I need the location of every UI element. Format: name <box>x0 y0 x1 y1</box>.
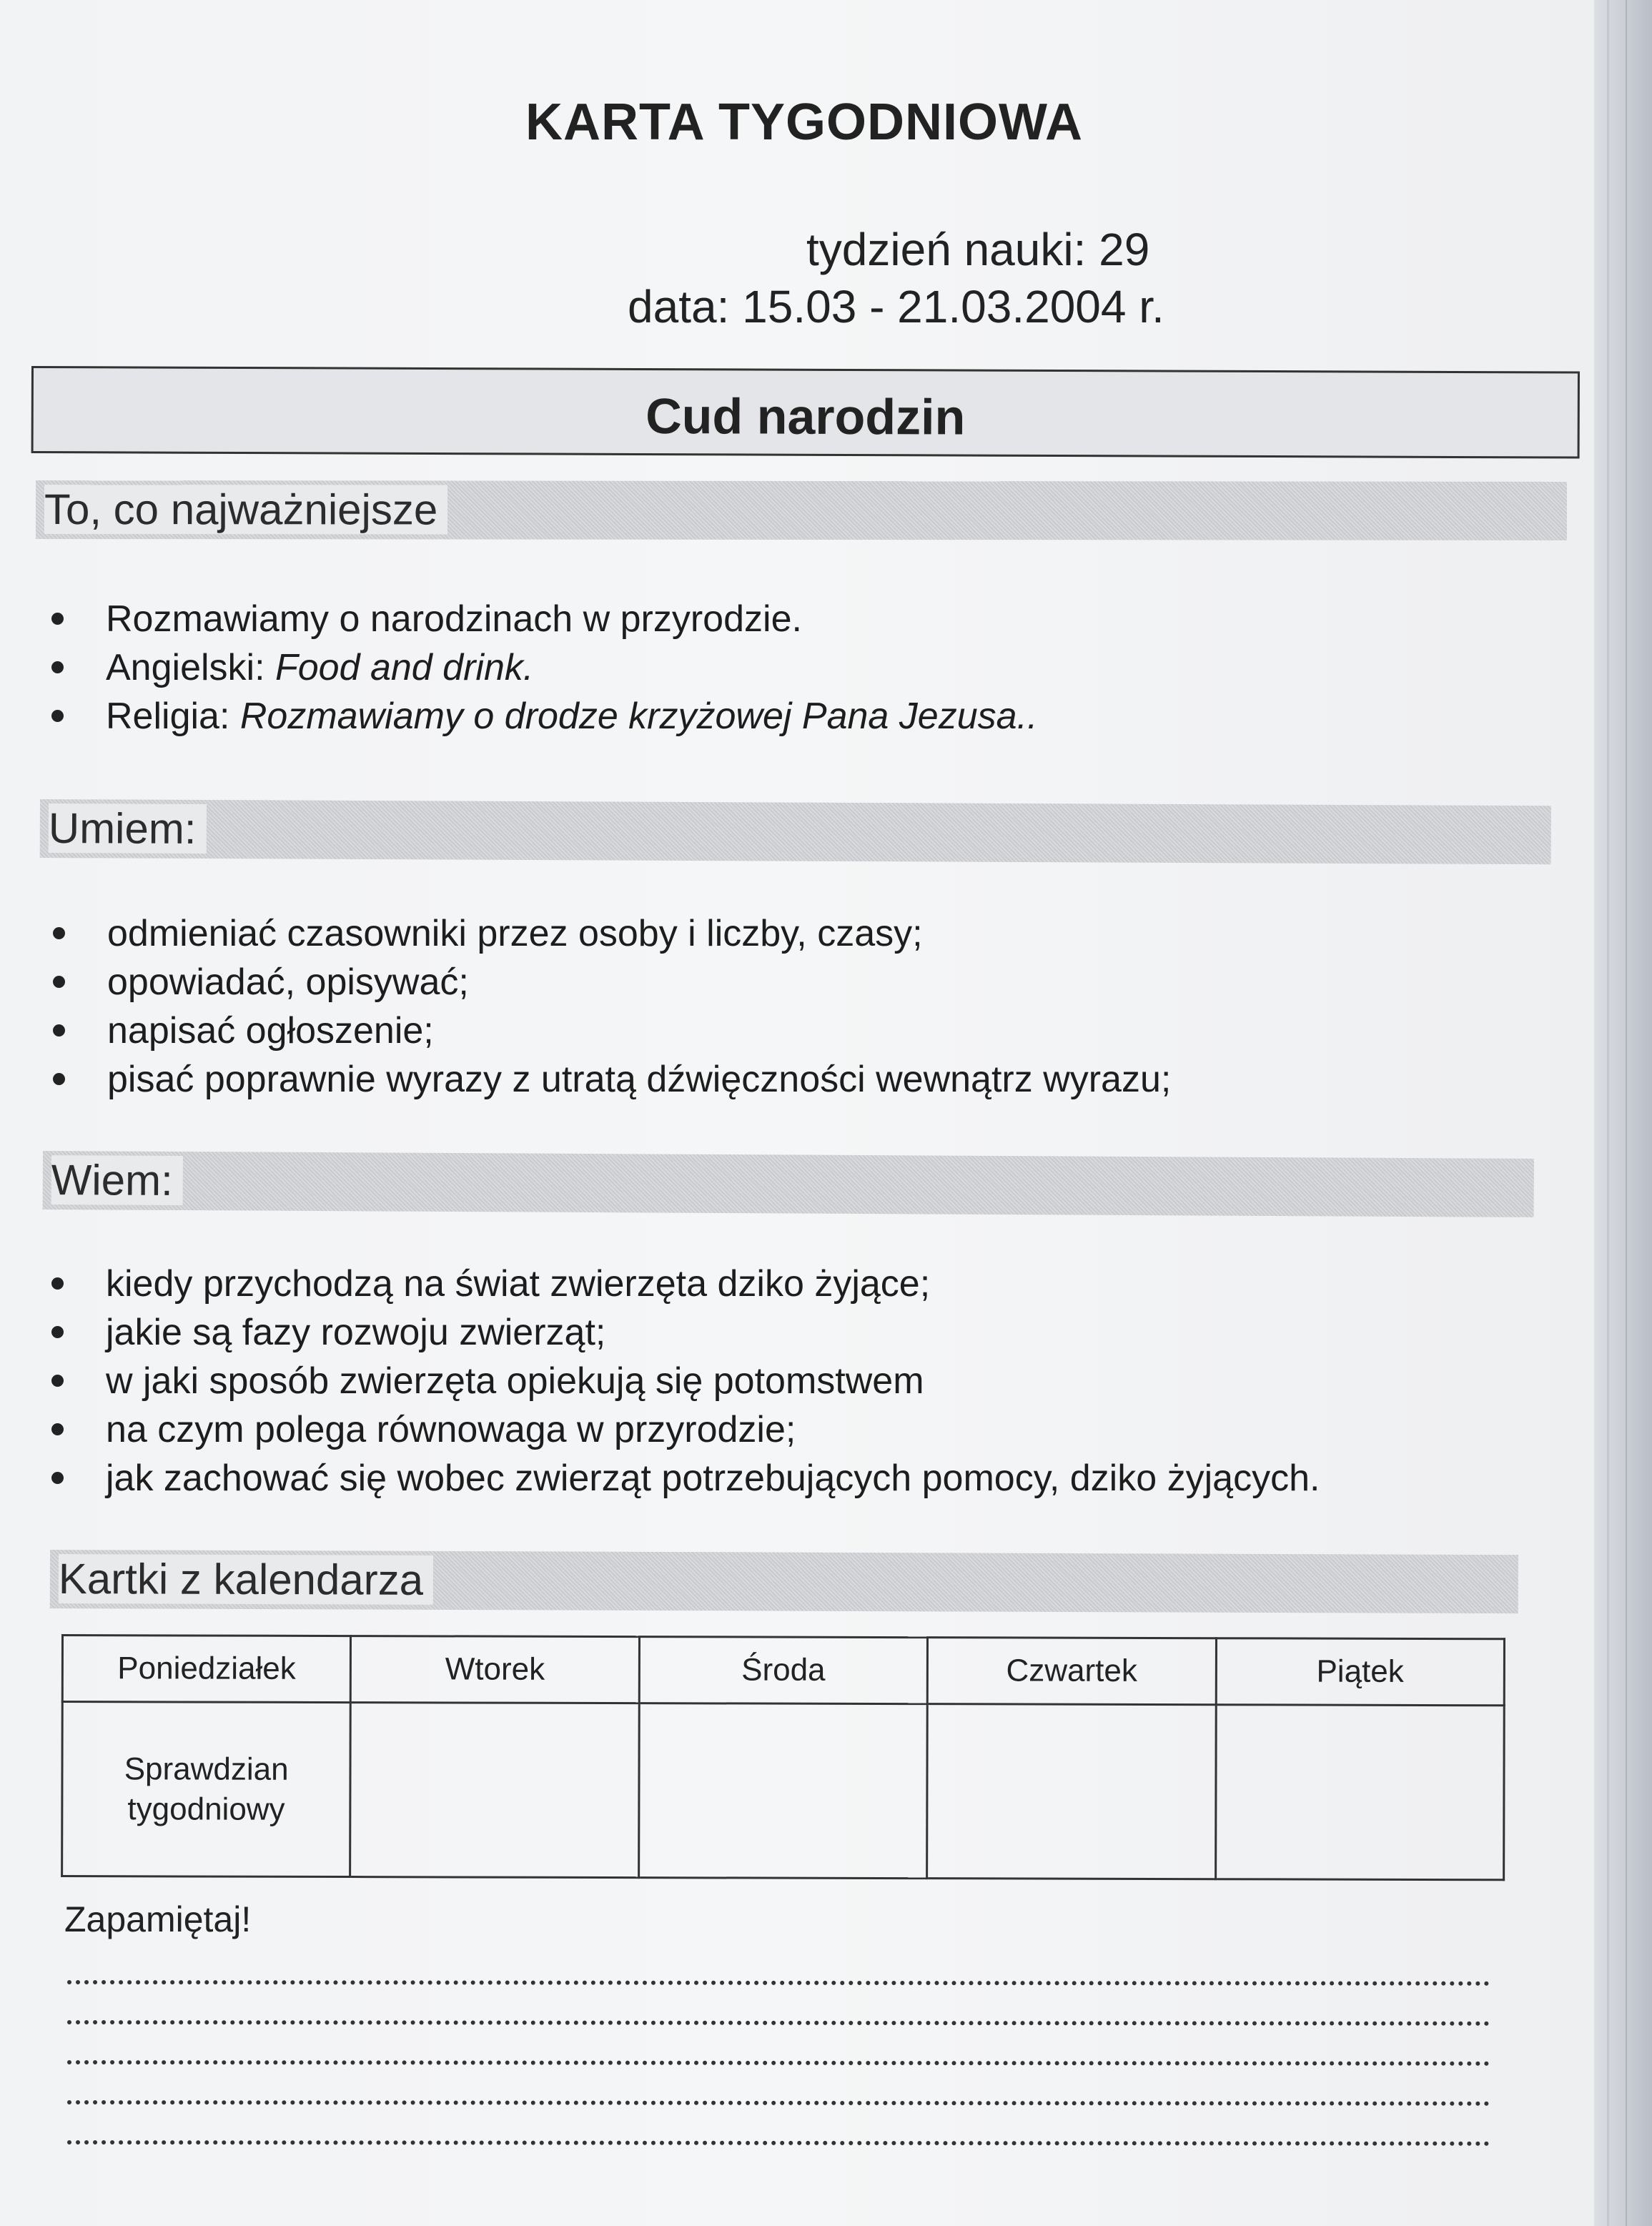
calendar-day-monday: Poniedziałek <box>62 1636 351 1703</box>
calendar-entry: Sprawdzian tygodniowy <box>124 1751 289 1827</box>
list-item: na czym polega równowaga w przyrodzie; <box>40 1405 1320 1454</box>
list-item: opowiadać, opisywać; <box>41 958 1171 1006</box>
section-heading: Wiem: <box>51 1155 183 1205</box>
page-title: KARTA TYGODNIOWA <box>525 94 1083 151</box>
list-item: pisać poprawnie wyrazy z utratą dźwięczności wewnątrz wyrazu; <box>41 1055 1171 1104</box>
bullet-icon <box>51 661 64 673</box>
calendar-cell-tuesday <box>350 1703 639 1878</box>
wiem-list <box>40 1260 1320 1503</box>
week-number: tydzień nauki: 29 <box>806 224 1150 275</box>
bullet-icon <box>51 1326 64 1338</box>
section-header-wiem <box>43 1151 1534 1217</box>
remember-label: Zapamiętaj! <box>64 1899 252 1939</box>
writing-line <box>67 2140 1490 2146</box>
bullet-icon <box>51 1423 64 1435</box>
writing-line <box>67 2100 1490 2106</box>
section-header-kalendarz <box>50 1550 1518 1613</box>
calendar-cell-friday <box>1215 1705 1504 1880</box>
date-range: data: 15.03 - 21.03.2004 r. <box>628 281 1164 332</box>
list-item: Angielski: Food and drink. <box>40 643 1037 692</box>
bullet-icon <box>53 927 65 939</box>
list-item: napisać ogłoszenie; <box>41 1006 1171 1055</box>
calendar-entries-row <box>62 1702 1505 1880</box>
calendar-day-friday: Piątek <box>1216 1638 1505 1706</box>
calendar-day-tuesday: Wtorek <box>351 1636 640 1703</box>
bullet-icon <box>51 1277 64 1290</box>
bullet-icon <box>51 1472 64 1484</box>
section-header-umiem <box>40 799 1551 864</box>
writing-line <box>67 1980 1490 1986</box>
list-item: jakie są fazy rozwoju zwierząt; <box>40 1308 1320 1357</box>
section-heading: Umiem: <box>49 803 207 854</box>
list-item: kiedy przychodzą na świat zwierzęta dziko żyjące; <box>40 1260 1320 1308</box>
calendar-cell-monday <box>62 1702 351 1877</box>
topic-box <box>31 366 1580 459</box>
calendar-cell-thursday <box>927 1704 1216 1879</box>
bullet-icon <box>51 1375 64 1387</box>
calendar-day-thursday: Czwartek <box>927 1638 1216 1705</box>
list-item: jak zachować się wobec zwierząt potrzebujących pomocy, dziko żyjących. <box>40 1454 1320 1503</box>
section-header-najwazniejsze <box>36 480 1567 540</box>
calendar-day-wednesday: Środa <box>639 1637 928 1704</box>
bullet-icon <box>53 1024 65 1037</box>
section-heading: Kartki z kalendarza <box>59 1554 433 1605</box>
writing-line <box>67 2020 1490 2026</box>
list-item: Rozmawiamy o narodzinach w przyrodzie. <box>40 595 1037 643</box>
calendar-cell-wednesday <box>638 1703 927 1879</box>
topic-title: Cud narodzin <box>646 387 966 445</box>
calendar-table <box>61 1634 1505 1881</box>
umiem-list <box>41 909 1171 1104</box>
writing-line <box>67 2060 1490 2066</box>
bullet-icon <box>51 710 64 722</box>
list-item: odmieniać czasowniki przez osoby i liczby, czasy; <box>41 909 1171 958</box>
binder-edge <box>1594 0 1652 2226</box>
bullet-icon <box>53 976 65 988</box>
section-heading: To, co najważniejsze <box>44 485 447 534</box>
list-item: Religia: Rozmawiamy o drodze krzyżowej Pana Jezusa.. <box>40 692 1037 741</box>
list-item: w jaki sposób zwierzęta opiekują się potomstwem <box>40 1357 1320 1405</box>
bullet-icon <box>53 1073 65 1085</box>
calendar-header-row <box>62 1636 1504 1706</box>
bullet-icon <box>51 613 64 625</box>
najwazniejsze-list <box>40 595 1037 741</box>
